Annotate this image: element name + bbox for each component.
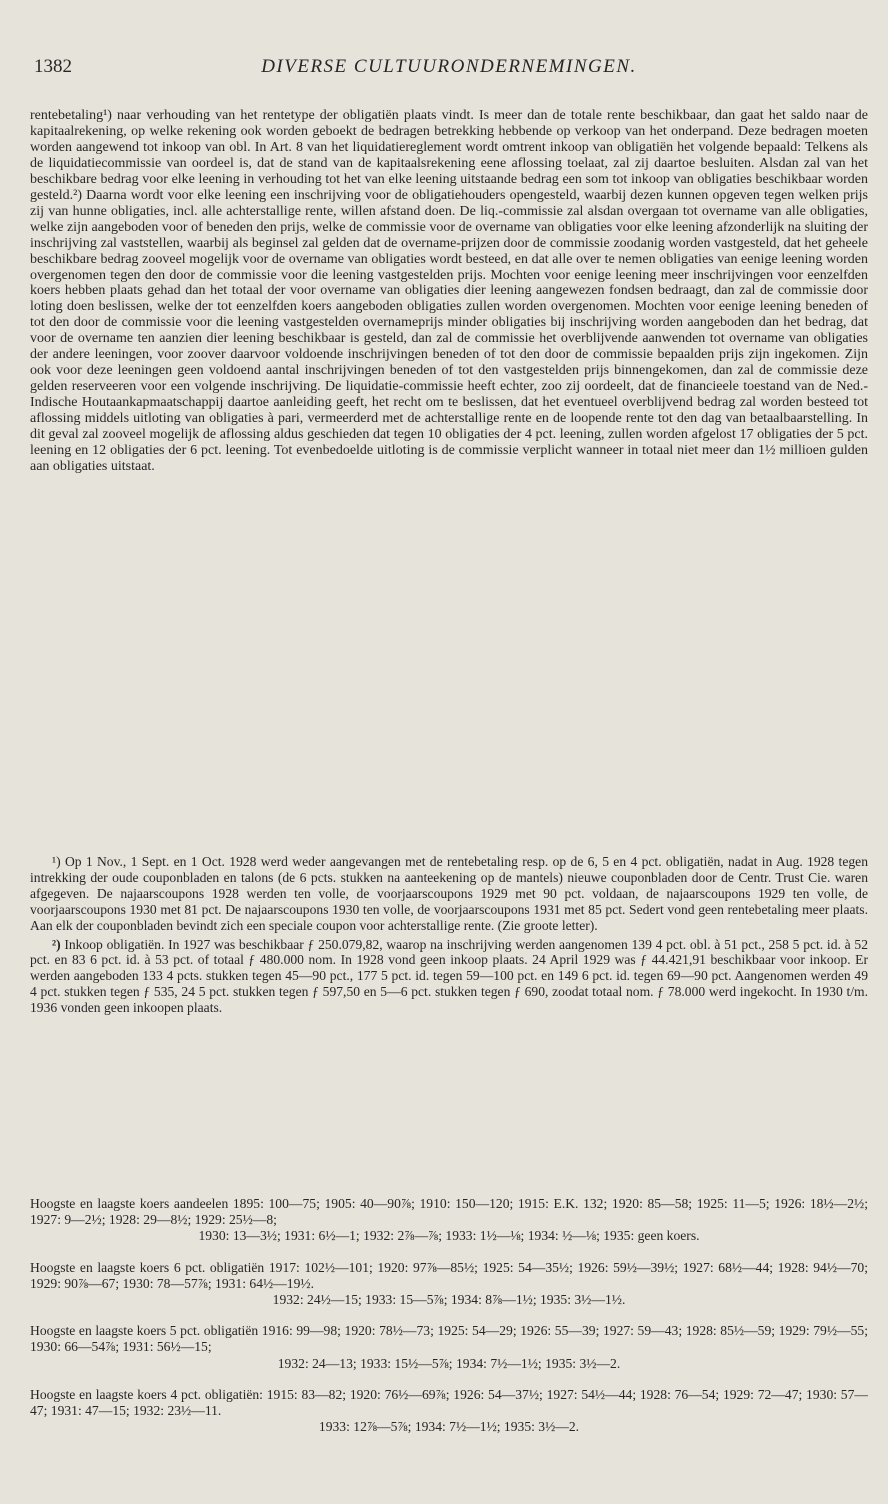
footnote-marker: ²) [52,936,61,952]
footnote-text: Op 1 Nov., 1 Sept. en 1 Oct. 1928 werd weder aangevangen met de rentebetaling resp. op de 6, 5 en 4 pct. obligatiën, nadat in Aug. 1928 tegen intrekking der oude couponbladen en talons (de 6 pcts. stukken na aanteekening op de mantels) nieuwe couponbladen door de Centr. Trust Cie. waren afgegeven. De najaarscoupons 1928 werden ten volle, de voorjaarscoupons 1929 met 90 pct. voldaan, de najaarscoupons 1929 ten volle, de voorjaarscoupons 1930 met 81 pct. De najaarscoupons 1930 ten volle, de voorjaarscoupons 1931 met 85 pct. Sedert vond geen rentebetaling meer plaats. Aan elk der couponbladen bevindt zich een speciale coupon voor achterstallige rente. (Zie groote letter). [30,854,868,933]
footnote-marker: ¹) [52,854,61,869]
quote-6pct [30,1260,868,1309]
quote-line: 1933: 12⅞—5⅞; 1934: 7½—1½; 1935: 3½—2. [318,1419,580,1435]
quote-line: 1932: 24—13; 1933: 15½—5⅞; 1934: 7½—1½; 1935: 3½—2. [277,1355,621,1371]
page-header [30,56,868,86]
footnote-1 [30,854,868,934]
quote-line: 1932: 24½—15; 1933: 15—5⅞; 1934: 8⅞—1½; 1935: 3½—1½. [272,1292,626,1308]
quote-line: Hoogste en laagste koers 4 pct. obligatiën: 1915: 83—82; 1920: 76½—69⅞; 1926: 54—37½; 1927: 54½—44; 1928: 76—54; 1929: 72—47; 1930: 57—47; 1931: 47—15; 1932: 23½—11. [30,1386,868,1419]
quote-line: Hoogste en laagste koers 5 pct. obligatiën 1916: 99—98; 1920: 78½—73; 1925: 54—29; 1926: 55—39; 1927: 59—43; 1928: 85½—59; 1929: 79½—55; 1930: 66—54⅞; 1931: 56½—15; [30,1323,868,1355]
price-quotes [30,1196,868,1450]
quote-line: 1930: 13—3½; 1931: 6½—1; 1932: 2⅞—⅞; 1933: 1½—⅛; 1934: ½—⅛; 1935: geen koers. [198,1228,700,1244]
quote-5pct [30,1323,868,1372]
running-head: DIVERSE CULTUURONDERNEMINGEN. [261,56,637,77]
quote-line: Hoogste en laagste koers 6 pct. obligatiën 1917: 102½—101; 1920: 97⅞—85½; 1925: 54—35½; 1926: 59½—39½; 1927: 68½—44; 1928: 94½—70; 1929: 90⅞—67; 1930: 78—57⅞; 1931: 64½—19½. [30,1259,868,1291]
quote-line: Hoogste en laagste koers aandeelen 1895: 100—75; 1905: 40—90⅞; 1910: 150—120; 1915: E.K. 132; 1920: 85—58; 1925: 11—5; 1926: 18½—2½; 1927: 9—2½; 1928: 29—8½; 1929: 25½—8; [30,1196,868,1228]
body-text: rentebetaling¹) naar verhouding van het rentetype der obligatiën plaats vindt. Is meer dan de totale rente beschikbaar, dan gaat het saldo naar de kapitaalrekening, op welke rekening ook worden geboekt de bedragen betrekking hebbende op verkoop van het onderpand. Deze bedragen moeten worden aangewend tot inkoop van obl. In Art. 8 van het liquidatiereglement wordt omtrent inkoop van obligatiën het volgende bepaald: Telkens als de liquidatiecommissie van oordeel is, dat de stand van de kapitaalsrekening eene aflossing toelaat, zal zij daartoe besluiten. Alsdan zal van het beschikbare bedrag voor elke leening in verhouding tot het van elke leening uitstaande bedrag een som tot inkoop van obligaties beschikbaar worden gesteld.²) Daarna wordt voor elke leening een inschrijving voor de obligatiehouders opengesteld, waarbij dezen kunnen opgeven tegen welken prijs zij van hunne obligaties, incl. alle achterstallige rente, willen afstand doen. De liq.-commissie zal alsdan overgaan tot overname van alle obligaties, welke zijn aangeboden voor of beneden den prijs, welke de commissie voor de overname van obligaties voor elke leening afzonderlijk na sluiting der inschrijving zal vaststellen, waarbij als beginsel zal gelden dat de overname-prijzen door de commissie zoodanig worden vastgesteld, dat het geheele beschikbare bedrag zooveel mogelijk voor de overname van obligaties wordt besteed, en dat alle over te nemen obligaties van eenige leening worden overgenomen tegen den door de commissie voor die leening vastgestelden prijs. Mochten voor eenige leening meer inschrijvingen voor eenzelfden koers hebben plaats gehad dan het totaal der voor overname van obligaties dier leening aangewezen fondsen bedraagt, dan zal de commissie door loting doen beslissen, welke der tot eenzelfden koers aangeboden obligaties zullen worden overgenomen. Mochten voor eenige leening beneden of tot den door de commissie voor die leening vastgestelden overnameprijs minder obligaties bij inschrijving worden aangeboden dan het bedrag, dat voor de overname ten aanzien dier leening beschikbaar is gesteld, dan zal de commissie het overblijvende aanwenden tot overname van obligaties der andere leeningen, voor zoover daarvoor voldoende inschrijvingen beneden of tot den door de commissie bepaalden prijs zijn ingekomen. Zijn ook voor deze leeningen geen voldoend aantal inschrijvingen beneden of tot den vastgestelden prijs binnengekomen, dan zal de commissie deze gelden reserveeren voor een volgende inschrijving. De liquidatie-commissie heeft echter, zoo zij oordeelt, dat de financieele toestand van de Ned.-Indische Houtaankapmaatschappij daartoe aanleiding geeft, het recht om te beslissen, dat het eventueel overblijvend bedrag zal worden besteed tot aflossing middels uitloting van obligaties à pari, vermeerderd met de achterstallige rente en de loopende rente tot den dag van betaalbaarstelling. In dit geval zal zooveel mogelijk de aflossing aldus geschieden dat tegen 10 obligaties der 4 pct. leening, zullen worden afgelost 17 obligaties der 5 pct. leening en 12 obligaties der 6 pct. leening. Tot evenbedoelde uitloting is de commissie verplicht wanneer in totaal niet meer dan 1½ millioen gulden aan obligaties uitstaat. [30,108,868,474]
quote-4pct [30,1387,868,1436]
footnote-text: Inkoop obligatiën. In 1927 was beschikbaar ƒ 250.079,82, waarop na inschrijving werden aangenomen 139 4 pct. obl. à 51 pct., 258 5 pct. id. à 52 pct. en 83 6 pct. id. à 53 pct. of totaal ƒ 480.000 nom. In 1928 vond geen inkoop plaats. 24 April 1929 was ƒ 44.421,91 beschikbaar voor inkoop. Er werden aangeboden 133 4 pcts. stukken tegen 45—90 pct., 177 5 pct. id. tegen 59—100 pct. en 149 6 pct. id. tegen 69—90 pct. Aangenomen werden 49 4 pct. stukken tegen ƒ 535, 24 5 pct. stukken tegen ƒ 597,50 en 5—6 pct. stukken tegen ƒ 690, zoodat totaal nom. ƒ 78.000 werd ingekocht. In 1930 t/m. 1936 vonden geen inkoopen plaats. [30,936,868,1016]
footnote-2 [30,937,868,1017]
quote-shares [30,1196,868,1245]
page-number: 1382 [34,56,72,77]
footnotes [30,854,868,1016]
